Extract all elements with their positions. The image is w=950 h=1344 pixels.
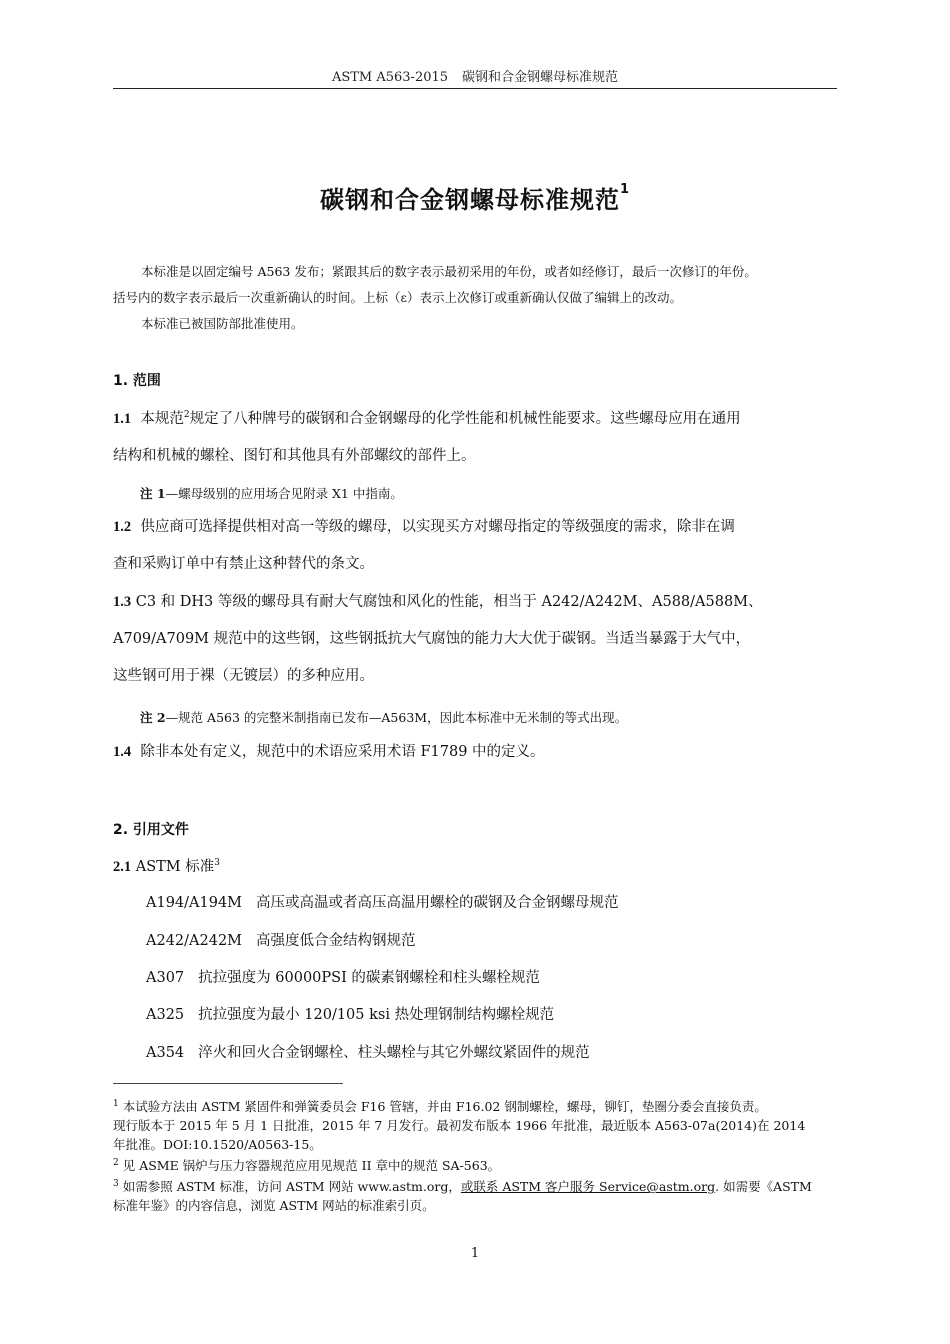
header-title: 碳钢和合金钢螺母标准规范 (462, 70, 619, 85)
reference-item (146, 966, 540, 987)
reference-item (146, 929, 416, 950)
footnote-3-text-a: 如需参照 ASTM 标准，访问 ASTM 网站 www.astm.org， (122, 1179, 461, 1195)
clause-1-1-text-b: 规定了八种牌号的碳钢和合金钢螺母的化学性能和机械性能要求。这些螺母应用在通用 (189, 410, 741, 427)
footnote-1-number: 1 (113, 1099, 119, 1109)
footnote-3-line-2: 标准年鉴》的内容信息，浏览 ASTM 网站的标准索引页。 (113, 1198, 435, 1214)
reference-code: A307 (146, 970, 185, 986)
intro-line-2: 括号内的数字表示最后一次重新确认的时间。上标（ε）表示上次修订或重新确认仅做了编辑上的改动。 (113, 290, 682, 305)
customer-service-link[interactable]: 或联系 ASTM 客户服务 Service@astm.org (460, 1179, 716, 1195)
header-code: ASTM A563-2015 (331, 70, 449, 85)
clause-2-1-footnote-ref: 3 (214, 858, 221, 868)
clause-1-4-number: 1.4 (113, 744, 132, 760)
clause-1-1 (113, 397, 841, 475)
footnote-1 (113, 1095, 839, 1116)
reference-title: 高压或高温或者高压高温用螺栓的碳钢及合金钢螺母规范 (256, 895, 619, 911)
reference-code: A194/A194M (146, 895, 243, 911)
clause-1-3-line-2: A709/A709M 规范中的这些钢，这些钢抵抗大气腐蚀的能力大大优于碳钢。当适当暴露于大气中， (113, 631, 751, 647)
note-1 (140, 484, 840, 502)
note-2-text: —规范 A563 的完整米制指南已发布—A563M，因此本标准中无米制的等式出现。 (165, 710, 628, 725)
reference-title: 抗拉强度为 60000PSI 的碳素钢螺栓和柱头螺栓规范 (198, 970, 540, 986)
reference-item (146, 891, 619, 912)
page-title-text: 碳钢和合金钢螺母标准规范 (319, 186, 620, 214)
clause-1-3-number: 1.3 (113, 594, 132, 610)
note-1-text: —螺母级别的应用场合见附录 X1 中指南。 (165, 486, 403, 501)
clause-1-4 (113, 734, 841, 771)
footnote-1-line-2: 现行版本于 2015 年 5 月 1 日批准，2015 年 7 月发行。最初发布版本 1966 年批准，最近版本 A563-07a(2014)在 2014 (113, 1118, 806, 1134)
footnote-1-line-1: 本试验方法由 ASTM 紧固件和弹簧委员会 F16 管辖，并由 F16.02 钢制螺栓，螺母，铆钉，垫圈分委会直接负责。 (122, 1099, 767, 1115)
footnote-2-text: 见 ASME 锅炉与压力容器规范应用见规范 II 章中的规范 SA-563。 (122, 1158, 501, 1174)
clause-2-1 (113, 845, 841, 886)
footnote-3-text-b: . 如需要《ASTM (715, 1179, 812, 1195)
reference-title: 抗拉强度为最小 120/105 ksi 热处理钢制结构螺栓规范 (198, 1007, 555, 1023)
footnote-rule (113, 1083, 343, 1084)
reference-item (146, 1003, 554, 1024)
section-2-heading: 2. 引用文件 (113, 822, 189, 838)
footnote-3-number: 3 (113, 1179, 119, 1190)
header-rule (113, 88, 837, 89)
clause-1-1-text-a: 本规范 (140, 410, 184, 427)
clause-1-3-line-3: 这些钢可用于裸（无镀层）的多种应用。 (113, 668, 374, 684)
intro-line-3: 本标准已被国防部批准使用。 (141, 316, 304, 331)
clause-2-1-text: ASTM 标准 (135, 858, 215, 875)
section-1-heading: 1. 范围 (113, 373, 161, 389)
clause-2-1-number: 2.1 (113, 858, 132, 875)
running-header (113, 66, 837, 85)
footnote-2-number: 2 (113, 1158, 119, 1169)
page-number: 1 (470, 1246, 480, 1261)
clause-1-2-number: 1.2 (113, 519, 132, 535)
page-title (113, 180, 837, 215)
intro-line-1: 本标准是以固定编号 A563 发布；紧跟其后的数字表示最初采用的年份，或者如经修订，最后一次修订的年份。 (141, 264, 757, 279)
clause-1-3 (113, 584, 841, 695)
reference-item (146, 1041, 590, 1062)
intro-block (113, 259, 839, 337)
note-2-label: 注 2 (140, 710, 166, 725)
footnotes (113, 1095, 839, 1215)
reference-code: A325 (146, 1007, 185, 1023)
note-1-label: 注 1 (140, 486, 166, 501)
clause-1-2 (113, 509, 841, 583)
reference-code: A242/A242M (146, 933, 243, 949)
clause-1-4-text: 除非本处有定义，规范中的术语应采用术语 F1789 中的定义。 (140, 744, 545, 760)
footnote-2 (113, 1154, 839, 1175)
footnote-3 (113, 1175, 839, 1196)
footnote-1-line-3: 年批准。DOI:10.1520/A0563-15。 (113, 1137, 322, 1153)
clause-1-3-line-1: C3 和 DH3 等级的螺母具有耐大气腐蚀和风化的性能，相当于 A242/A242M、A588/A588M、 (135, 594, 763, 610)
reference-title: 高强度低合金结构钢规范 (256, 933, 416, 949)
reference-code: A354 (146, 1045, 185, 1061)
clause-1-1-footnote-ref: 2 (183, 410, 190, 420)
clause-1-2-line-1: 供应商可选择提供相对高一等级的螺母，以实现买方对螺母指定的等级强度的需求，除非在调 (140, 519, 735, 535)
title-footnote-ref: 1 (619, 182, 631, 197)
reference-title: 淬火和回火合金钢螺栓、柱头螺栓与其它外螺纹紧固件的规范 (198, 1045, 590, 1061)
clause-1-2-line-2: 查和采购订单中有禁止这种替代的条文。 (113, 556, 374, 572)
clause-1-1-number: 1.1 (113, 410, 132, 427)
clause-1-1-line-2: 结构和机械的螺栓、图钉和其他具有外部螺纹的部件上。 (113, 447, 476, 464)
note-2 (140, 708, 840, 726)
